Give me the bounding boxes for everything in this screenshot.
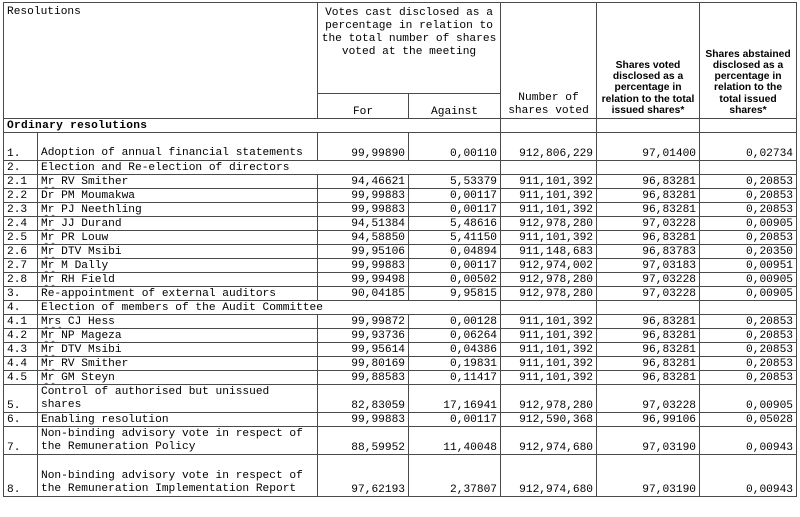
shares-voted: 911,101,392 xyxy=(501,315,597,329)
for-pct: 82,83059 xyxy=(318,385,409,413)
shares-voted: 912,978,280 xyxy=(501,287,597,301)
resolution-title: Re-appointment of external auditors xyxy=(38,287,318,301)
resolution-number: 2.7 xyxy=(4,259,38,273)
resolution-number: 4.2 xyxy=(4,329,38,343)
section-audit-committee: Election of members of the Audit Committee xyxy=(38,301,501,315)
abstained-pct: 0,20853 xyxy=(700,175,797,189)
shares-voted: 912,590,368 xyxy=(501,413,597,427)
against-pct: 17,16941 xyxy=(409,385,501,413)
voted-pct: 96,83281 xyxy=(597,231,700,245)
name-title: Mr xyxy=(41,372,55,384)
table-row xyxy=(4,427,797,455)
member-name xyxy=(38,371,318,385)
shares-voted: 911,101,392 xyxy=(501,357,597,371)
for-pct: 99,95106 xyxy=(318,245,409,259)
table-row xyxy=(4,385,797,413)
abstained-pct: 0,00905 xyxy=(700,217,797,231)
voted-pct: 97,03183 xyxy=(597,259,700,273)
name-text: DTV Msibi xyxy=(61,344,122,356)
name-title: Mr xyxy=(41,218,55,230)
for-pct: 88,59952 xyxy=(318,427,409,455)
against-pct: 0,00110 xyxy=(409,133,501,161)
table-row xyxy=(4,329,797,343)
member-name xyxy=(38,315,318,329)
for-pct: 99,99498 xyxy=(318,273,409,287)
abstained-pct: 0,00951 xyxy=(700,259,797,273)
resolution-number: 2.5 xyxy=(4,231,38,245)
resolution-number: 1. xyxy=(4,133,38,161)
against-pct: 5,53379 xyxy=(409,175,501,189)
shares-voted: 911,101,392 xyxy=(501,343,597,357)
voted-pct: 96,83281 xyxy=(597,343,700,357)
voted-pct: 97,03228 xyxy=(597,385,700,413)
section-row xyxy=(4,301,797,315)
against-pct: 0,00502 xyxy=(409,273,501,287)
voted-pct: 96,83281 xyxy=(597,371,700,385)
for-pct: 99,99883 xyxy=(318,189,409,203)
shares-voted: 912,974,680 xyxy=(501,455,597,497)
director-name xyxy=(38,259,318,273)
abstained-pct: 0,02734 xyxy=(700,133,797,161)
resolution-number: 7. xyxy=(4,427,38,455)
name-text: CJ Hess xyxy=(67,316,115,328)
for-pct: 99,99883 xyxy=(318,413,409,427)
resolution-number: 4.5 xyxy=(4,371,38,385)
name-text: DTV Msibi xyxy=(61,246,122,258)
abstained-pct: 0,00905 xyxy=(700,385,797,413)
name-text: RV Smither xyxy=(61,358,129,370)
voted-pct: 97,03190 xyxy=(597,427,700,455)
for-pct: 99,99883 xyxy=(318,203,409,217)
voted-pct: 96,99106 xyxy=(597,413,700,427)
against-pct: 0,00117 xyxy=(409,413,501,427)
table-row xyxy=(4,175,797,189)
shares-voted: 911,101,392 xyxy=(501,231,597,245)
name-text: GM Steyn xyxy=(61,372,115,384)
name-title: Mr xyxy=(41,274,55,286)
name-title: Mr xyxy=(41,344,55,356)
voted-pct: 97,03228 xyxy=(597,287,700,301)
voted-pct: 96,83281 xyxy=(597,315,700,329)
resolution-number: 2.8 xyxy=(4,273,38,287)
section-ordinary-resolutions: Ordinary resolutions xyxy=(4,119,501,133)
resolution-number: 4. xyxy=(4,301,38,315)
name-title: Mr xyxy=(41,176,55,188)
table-row xyxy=(4,259,797,273)
resolution-number: 4.4 xyxy=(4,357,38,371)
abstained-pct: 0,20853 xyxy=(700,189,797,203)
table-row xyxy=(4,189,797,203)
resolution-number: 6. xyxy=(4,413,38,427)
resolution-number: 2.4 xyxy=(4,217,38,231)
director-name xyxy=(38,189,318,203)
name-title: Mr xyxy=(41,260,55,272)
shares-voted: 912,974,680 xyxy=(501,427,597,455)
table-row xyxy=(4,203,797,217)
name-title: Mr xyxy=(41,232,55,244)
against-pct: 5,41150 xyxy=(409,231,501,245)
voted-pct: 96,83281 xyxy=(597,357,700,371)
abstained-pct: 0,20853 xyxy=(700,371,797,385)
for-pct: 99,99872 xyxy=(318,315,409,329)
table-row xyxy=(4,455,797,497)
header-against: Against xyxy=(409,94,501,119)
voted-pct: 96,83783 xyxy=(597,245,700,259)
resolution-number: 2.3 xyxy=(4,203,38,217)
header-resolutions: Resolutions xyxy=(4,3,318,119)
name-text: M Dally xyxy=(61,260,109,272)
for-pct: 94,51384 xyxy=(318,217,409,231)
resolution-number: 2.2 xyxy=(4,189,38,203)
name-title: Mr xyxy=(41,358,55,370)
abstained-pct: 0,00943 xyxy=(700,427,797,455)
name-title: Mr xyxy=(41,246,55,258)
voted-pct: 97,01400 xyxy=(597,133,700,161)
table-row xyxy=(4,133,797,161)
abstained-pct: 0,20350 xyxy=(700,245,797,259)
header-votes-cast: Votes cast disclosed as a percentage in relation to the total number of shares voted at the meeting xyxy=(318,3,501,94)
table-row xyxy=(4,371,797,385)
abstained-pct: 0,20853 xyxy=(700,343,797,357)
for-pct: 99,95614 xyxy=(318,343,409,357)
for-pct: 99,99890 xyxy=(318,133,409,161)
abstained-pct: 0,00905 xyxy=(700,273,797,287)
resolution-number: 4.1 xyxy=(4,315,38,329)
against-pct: 0,00117 xyxy=(409,259,501,273)
for-pct: 90,04185 xyxy=(318,287,409,301)
shares-voted: 911,101,392 xyxy=(501,203,597,217)
director-name xyxy=(38,203,318,217)
voted-pct: 96,83281 xyxy=(597,203,700,217)
table-row xyxy=(4,217,797,231)
member-name xyxy=(38,329,318,343)
resolution-number: 8. xyxy=(4,455,38,497)
member-name xyxy=(38,343,318,357)
shares-voted: 911,101,392 xyxy=(501,371,597,385)
name-text: RV Smither xyxy=(61,176,129,188)
for-pct: 94,58850 xyxy=(318,231,409,245)
shares-voted: 911,148,683 xyxy=(501,245,597,259)
against-pct: 0,19831 xyxy=(409,357,501,371)
abstained-pct: 0,20853 xyxy=(700,329,797,343)
table-row xyxy=(4,245,797,259)
resolution-title: Non-binding advisory vote in respect of the Remuneration Implementation Report xyxy=(38,455,318,497)
for-pct: 99,93736 xyxy=(318,329,409,343)
voted-pct: 96,83281 xyxy=(597,329,700,343)
header-number-of-shares: Number of shares voted xyxy=(501,3,597,119)
table-row xyxy=(4,273,797,287)
resolution-title: Control of authorised but unissued shares xyxy=(38,385,318,413)
against-pct: 0,06264 xyxy=(409,329,501,343)
abstained-pct: 0,00905 xyxy=(700,287,797,301)
resolution-number: 2. xyxy=(4,161,38,175)
abstained-pct: 0,20853 xyxy=(700,203,797,217)
abstained-pct: 0,20853 xyxy=(700,231,797,245)
name-text: PJ Neethling xyxy=(61,204,142,216)
table-row xyxy=(4,231,797,245)
against-pct: 0,00117 xyxy=(409,203,501,217)
table-row xyxy=(4,413,797,427)
voted-pct: 96,83281 xyxy=(597,189,700,203)
against-pct: 0,00117 xyxy=(409,189,501,203)
abstained-pct: 0,20853 xyxy=(700,357,797,371)
shares-voted: 912,978,280 xyxy=(501,385,597,413)
header-shares-abstained-pct: Shares abstained disclosed as a percentage in relation to the total issued shares* xyxy=(700,3,797,119)
for-pct: 99,80169 xyxy=(318,357,409,371)
resolution-number: 2.6 xyxy=(4,245,38,259)
shares-voted: 912,978,280 xyxy=(501,217,597,231)
director-name xyxy=(38,217,318,231)
voting-results-table xyxy=(3,2,797,497)
for-pct: 99,99883 xyxy=(318,259,409,273)
against-pct: 9,95815 xyxy=(409,287,501,301)
resolution-number: 5. xyxy=(4,385,38,413)
name-title: Mr xyxy=(41,330,55,342)
name-text: PM Moumakwa xyxy=(61,190,136,202)
against-pct: 11,40048 xyxy=(409,427,501,455)
section-row xyxy=(4,119,797,133)
for-pct: 94,46621 xyxy=(318,175,409,189)
director-name xyxy=(38,245,318,259)
shares-voted: 911,101,392 xyxy=(501,329,597,343)
abstained-pct: 0,00943 xyxy=(700,455,797,497)
resolution-number: 2.1 xyxy=(4,175,38,189)
header-shares-voted-pct: Shares voted disclosed as a percentage in relation to the total issued shares* xyxy=(597,3,700,119)
table-row xyxy=(4,287,797,301)
against-pct: 2,37807 xyxy=(409,455,501,497)
name-text: PR Louw xyxy=(61,232,109,244)
name-title: Mr xyxy=(41,204,55,216)
abstained-pct: 0,05028 xyxy=(700,413,797,427)
section-election-directors: Election and Re-election of directors xyxy=(38,161,501,175)
abstained-pct: 0,20853 xyxy=(700,315,797,329)
shares-voted: 912,974,002 xyxy=(501,259,597,273)
table-row xyxy=(4,343,797,357)
table-row xyxy=(4,357,797,371)
resolution-title: Non-binding advisory vote in respect of the Remuneration Policy xyxy=(38,427,318,455)
name-text: JJ Durand xyxy=(61,218,122,230)
section-row xyxy=(4,161,797,175)
against-pct: 0,04894 xyxy=(409,245,501,259)
against-pct: 5,48616 xyxy=(409,217,501,231)
resolution-title: Enabling resolution xyxy=(38,413,318,427)
voted-pct: 97,03228 xyxy=(597,217,700,231)
director-name xyxy=(38,273,318,287)
table-row xyxy=(4,315,797,329)
for-pct: 99,88583 xyxy=(318,371,409,385)
resolution-number: 3. xyxy=(4,287,38,301)
voted-pct: 97,03190 xyxy=(597,455,700,497)
shares-voted: 911,101,392 xyxy=(501,189,597,203)
director-name xyxy=(38,231,318,245)
voted-pct: 96,83281 xyxy=(597,175,700,189)
name-title: Mrs xyxy=(41,316,62,328)
against-pct: 0,04386 xyxy=(409,343,501,357)
header-for: For xyxy=(318,94,409,119)
against-pct: 0,00128 xyxy=(409,315,501,329)
member-name xyxy=(38,357,318,371)
name-text: RH Field xyxy=(61,274,115,286)
voted-pct: 97,03228 xyxy=(597,273,700,287)
against-pct: 0,11417 xyxy=(409,371,501,385)
shares-voted: 912,978,280 xyxy=(501,273,597,287)
name-text: NP Mageza xyxy=(61,330,122,342)
resolution-title: Adoption of annual financial statements xyxy=(38,133,318,161)
shares-voted: 911,101,392 xyxy=(501,175,597,189)
for-pct: 97,62193 xyxy=(318,455,409,497)
shares-voted: 912,806,229 xyxy=(501,133,597,161)
director-name xyxy=(38,175,318,189)
resolution-number: 4.3 xyxy=(4,343,38,357)
name-title: Dr xyxy=(41,190,55,202)
